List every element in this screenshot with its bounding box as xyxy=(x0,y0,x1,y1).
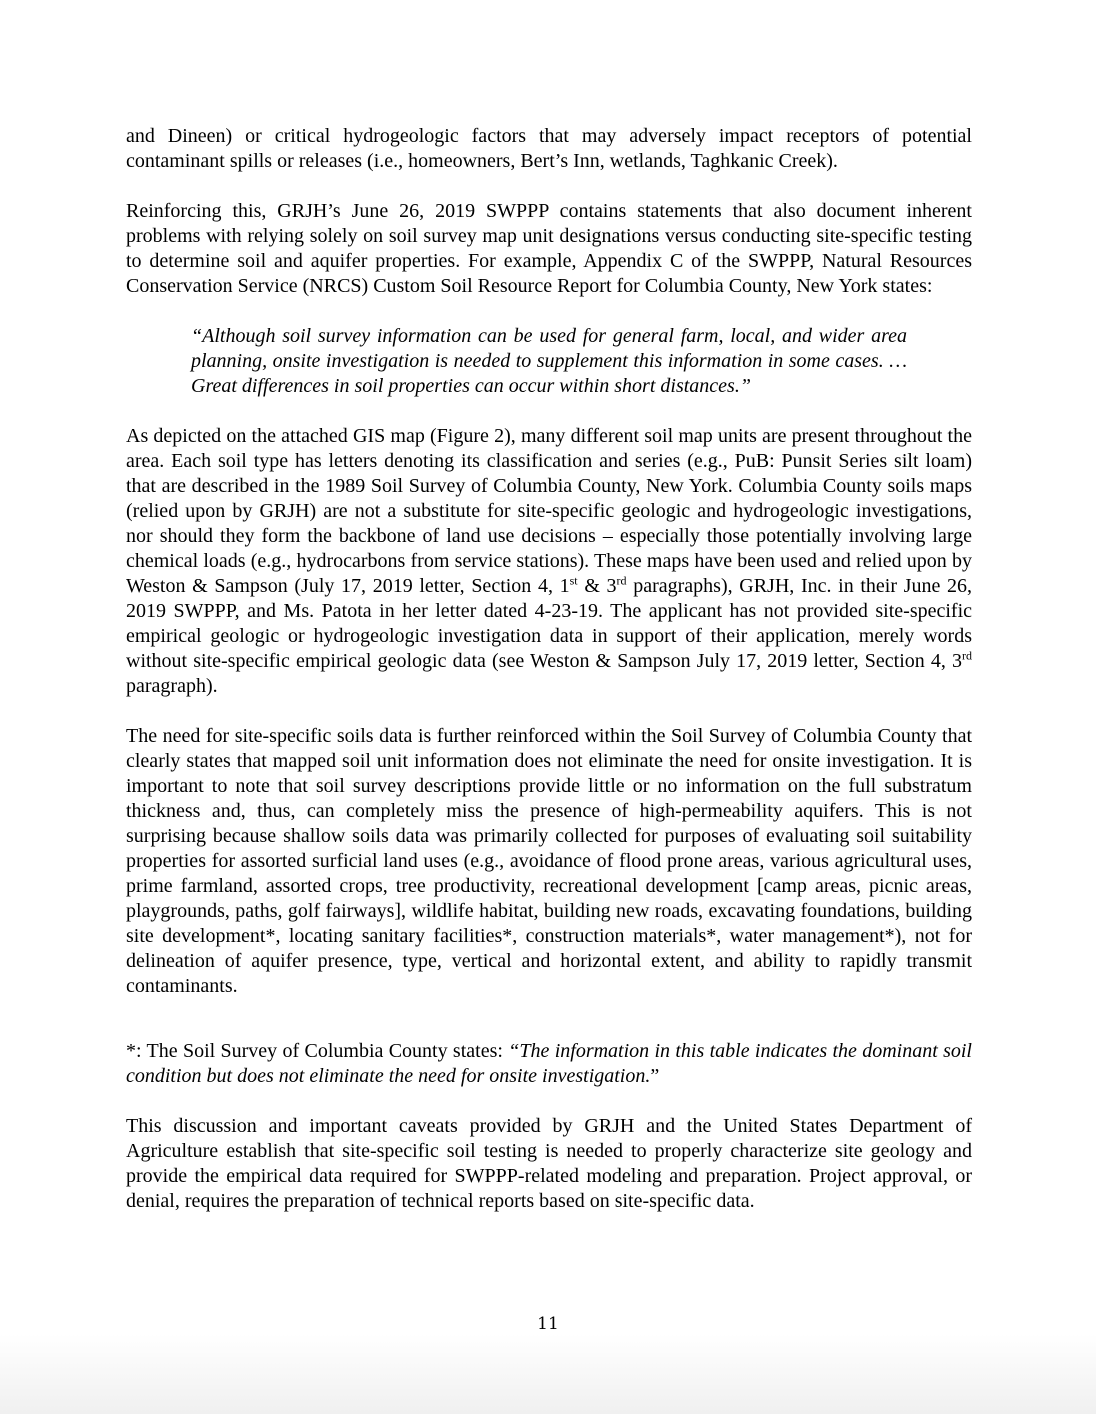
paragraph-continuation: and Dineen) or critical hydrogeologic factors that may adversely impact receptors of potential contaminant spills or releases (i.e., homeowners, Bert’s Inn, wetlands, Taghkanic Creek). xyxy=(126,125,972,172)
text-run: paragraphs), GRJH, Inc. in their June 26, 2019 SWPPP, and Ms. Patota in her letter dated 4-23-19. The applicant has not provided site-specific empirical geologic or hydrogeologic investigation data in support of their application, merely words without site-specific empirical geologic data (see Weston & Sampson July 17, 2019 letter, Section 4, 3 xyxy=(126,575,972,672)
superscript: rd xyxy=(616,573,627,588)
text-run: & 3 xyxy=(577,575,617,597)
document-body xyxy=(126,124,972,1214)
footnote-quote: “The information in this table indicates the dominant soil condition but does not eliminate the need for onsite investigation. xyxy=(126,1040,972,1087)
block-quote-nrcs: “Although soil survey information can be used for general farm, local, and wider area planning, onsite investigation is needed to supplement this information in some cases. … Great differences in soil properties can occur within short distances.” xyxy=(191,325,907,397)
page-number: 11 xyxy=(537,1314,559,1334)
paragraph-swppp-statements: Reinforcing this, GRJH’s June 26, 2019 SWPPP contains statements that also document inherent problems with relying solely on soil survey map unit designations versus conducting site-specific testing to determine soil and aquifer properties. For example, Appendix C of the SWPPP, Natural Resources Conservation Service (NRCS) Custom Soil Resource Report for Columbia County, New York states: xyxy=(126,200,972,297)
text-run: As depicted on the attached GIS map (Figure 2), many different soil map units are present throughout the area. Each soil type has letters denoting its classification and series (e.g., PuB: Punsit Series silt loam) that are described in the 1989 Soil Survey of Columbia County, New York. Columbia County soils maps (relied upon by GRJH) are not a substitute for site-specific geologic and hydrogeologic investigations, nor should they form the backbone of land use decisions – especially those potentially involving large chemical loads (e.g., hydrocarbons from service stations). These maps have been used and relied upon by Weston & Sampson (July 17, 2019 letter, Section 4, 1 xyxy=(126,425,972,597)
superscript: rd xyxy=(962,648,972,663)
paragraph-soils-data: The need for site-specific soils data is further reinforced within the Soil Survey of Columbia County that clearly states that mapped soil unit information does not eliminate the need for onsite investigation. It is important to note that soil survey descriptions provide little or no information on the full substratum thickness and, thus, can completely miss the presence of high-permeability aquifers. This is not surprising because shallow soils data was primarily collected for purposes of evaluating soil suitability properties for assorted surficial land uses (e.g., avoidance of flood prone areas, various agricultural uses, prime farmland, assorted crops, tree productivity, recreational development [camp areas, picnic areas, playgrounds, paths, golf fairways], wildlife habitat, building new roads, excavating foundations, building site development*, locating sanitary facilities*, construction materials*, water management*), not for delineation of aquifer presence, type, vertical and horizontal extent, and ability to rapidly transmit contaminants. xyxy=(126,725,972,997)
footnote-close: ” xyxy=(650,1065,660,1087)
page-bottom-shade xyxy=(0,1334,1096,1414)
text-run: paragraph). xyxy=(126,675,218,697)
superscript: st xyxy=(569,573,578,588)
paragraph-conclusion: This discussion and important caveats provided by GRJH and the United States Department of Agriculture establish that site-specific soil testing is needed to properly characterize site geology and provide the empirical data required for SWPPP-related modeling and preparation. Project approval, or denial, requires the preparation of technical reports based on site-specific data. xyxy=(126,1115,972,1212)
footnote xyxy=(126,1039,972,1089)
footnote-lead: *: The Soil Survey of Columbia County states: xyxy=(126,1040,509,1062)
paragraph-gis-map xyxy=(126,424,972,699)
